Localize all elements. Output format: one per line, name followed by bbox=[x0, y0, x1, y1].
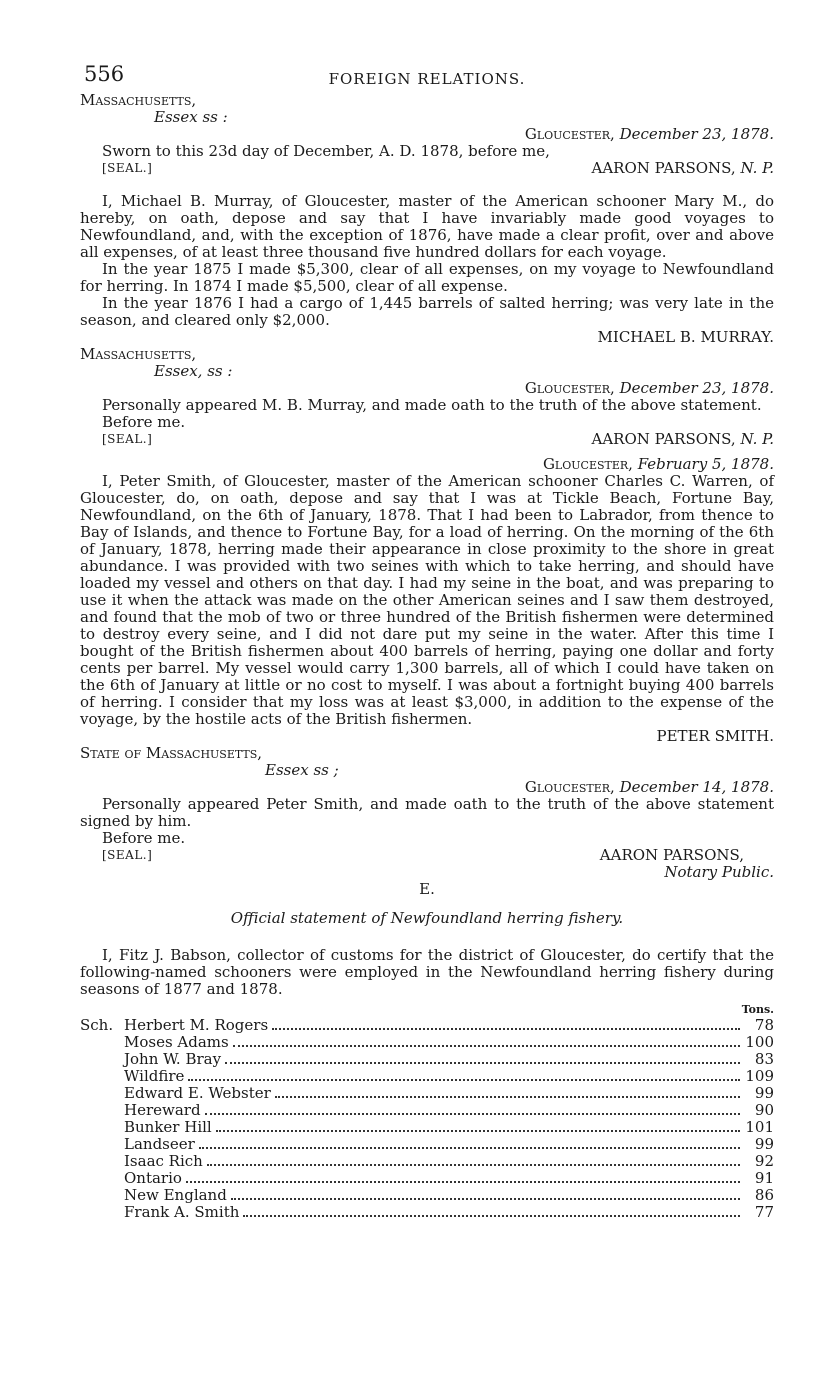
list-item bbox=[80, 1017, 774, 1034]
schooner-name: Moses Adams bbox=[124, 1033, 229, 1051]
dateline-place: Gloucester, bbox=[542, 455, 633, 473]
venue-state: Massachusetts, bbox=[80, 91, 197, 109]
dot-leader bbox=[243, 1215, 740, 1217]
schooner-list bbox=[80, 1017, 774, 1221]
dot-leader bbox=[233, 1045, 740, 1047]
section-title: Official statement of Newfoundland herring fishery. bbox=[230, 909, 624, 927]
schooner-name: Landseer bbox=[124, 1135, 195, 1153]
seal-mark: [SEAL.] bbox=[102, 848, 153, 862]
murray-paragraph-2: In the year 1875 I made $5,300, clear of all expenses, on my voyage to Newfoundland for herring. In 1874 I made $5,500, clear of all expense. bbox=[80, 260, 774, 295]
schooner-tons: 90 bbox=[754, 1101, 774, 1119]
murray-paragraph-1: I, Michael B. Murray, of Gloucester, master of the American schooner Mary M., do hereby, on oath, depose and say that I have invariably made good voyages to Newfoundland, and, with the exception of 1876, have made a clear profit, over and above all expenses, of at least three thousand five hundred dollars for each voyage. bbox=[80, 192, 774, 261]
notary-signature: AARON PARSONS, N. P. bbox=[591, 159, 774, 177]
dot-leader bbox=[207, 1164, 740, 1166]
venue-county: Essex ss : bbox=[154, 108, 228, 126]
running-title: FOREIGN RELATIONS. bbox=[328, 70, 526, 88]
murray-paragraph-3: In the year 1876 I had a cargo of 1,445 barrels of salted herring; was very late in the season, and cleared only $2,000. bbox=[80, 294, 774, 329]
dot-leader bbox=[188, 1079, 740, 1081]
smith-paragraph: I, Peter Smith, of Gloucester, master of the American schooner Charles C. Warren, of Gloucester, do, on oath, depose and say that I was at Tickle Beach, Fortune Bay, Newfoundland, on the 6th of January, 1878. That I had been to Labrador, from thence to Bay of Islands, and thence to Fortune Bay, for a load of herring. On the morning of the 6th of January, 1878, herring made their appearance in close proximity to the shore in great abundance. I was provided with two seines with which to take herring, and should have loaded my vessel and others on that day. I had my seine in the boat, and was preparing to use it when the attack was made on the other American seines and I saw them destroyed, and found that the mob of two or three hundred of the British fishermen were determined to destroy every seine, and I did not dare put my seine in the water. After this time I bought of the British fishermen about 400 barrels of herring, paying one dollar and forty cents per barrel. My vessel would carry 1,300 barrels, all of which I could have taken on the 6th of January at little or no cost to myself. I was about a fortnight buying 400 barrels of herring. I consider that my loss was at least $3,000, in addition to the expense of the voyage, by the hostile acts of the British fishermen. bbox=[80, 472, 774, 728]
before-me: Before me. bbox=[102, 413, 186, 431]
schooner-name: Frank A. Smith bbox=[124, 1203, 240, 1221]
schooner-tons: 77 bbox=[754, 1203, 774, 1221]
list-item bbox=[80, 1102, 774, 1119]
dateline bbox=[80, 456, 774, 473]
before-me: Before me. bbox=[102, 829, 186, 847]
list-item bbox=[80, 1085, 774, 1102]
dot-leader bbox=[272, 1028, 740, 1030]
list-item bbox=[80, 1204, 774, 1221]
dot-leader bbox=[199, 1147, 740, 1149]
list-item bbox=[80, 1068, 774, 1085]
schooner-name: Isaac Rich bbox=[124, 1152, 203, 1170]
seal-mark: [SEAL.] bbox=[102, 161, 153, 175]
schooner-tons: 99 bbox=[754, 1084, 774, 1102]
dateline-date: December 23, 1878. bbox=[619, 125, 774, 143]
list-item bbox=[80, 1187, 774, 1204]
dot-leader bbox=[225, 1062, 740, 1064]
venue-county: Essex, ss : bbox=[154, 362, 233, 380]
dot-leader bbox=[205, 1113, 740, 1115]
smith-signature: PETER SMITH. bbox=[656, 727, 774, 745]
page-header bbox=[80, 58, 774, 92]
schooner-tons: 101 bbox=[745, 1118, 774, 1136]
schooner-name: Herbert M. Rogers bbox=[124, 1016, 269, 1034]
dateline-place: Gloucester, bbox=[524, 778, 615, 796]
schooner-tons: 100 bbox=[745, 1033, 774, 1051]
list-item bbox=[80, 1051, 774, 1068]
schooner-tons: 78 bbox=[754, 1016, 774, 1034]
schooner-name: Bunker Hill bbox=[124, 1118, 212, 1136]
page-number: 556 bbox=[84, 62, 125, 86]
schooner-prefix: Sch. bbox=[80, 1016, 114, 1034]
schooner-name: Hereward bbox=[124, 1101, 201, 1119]
venue-state: State of Massachusetts, bbox=[80, 744, 263, 762]
schooner-tons: 109 bbox=[745, 1067, 774, 1085]
list-item bbox=[80, 1119, 774, 1136]
document-page bbox=[80, 58, 774, 1221]
list-item bbox=[80, 1034, 774, 1051]
oath-text: Personally appeared Peter Smith, and made oath to the truth of the above statement signed by him. bbox=[80, 795, 774, 830]
schooner-tons: 83 bbox=[754, 1050, 774, 1068]
venue-state: Massachusetts, bbox=[80, 345, 197, 363]
tons-column-header: Tons. bbox=[741, 1003, 774, 1016]
schooner-name: New England bbox=[124, 1186, 227, 1204]
seal-signature-row bbox=[80, 160, 774, 177]
dot-leader bbox=[275, 1096, 740, 1098]
dateline-date: February 5, 1878. bbox=[637, 455, 774, 473]
notary-title: Notary Public. bbox=[664, 863, 774, 881]
schooner-name: Wildfire bbox=[124, 1067, 185, 1085]
notary-name: AARON PARSONS, bbox=[599, 846, 744, 864]
certification-paragraph: I, Fitz J. Babson, collector of customs for the district of Gloucester, do certify that the following-named schooners were employed in the Newfoundland herring fishery during seasons of 1877 and 1878. bbox=[80, 946, 774, 998]
dot-leader bbox=[186, 1181, 740, 1183]
list-item bbox=[80, 1170, 774, 1187]
dateline-place: Gloucester, bbox=[524, 125, 615, 143]
schooner-tons: 91 bbox=[754, 1169, 774, 1187]
venue-county: Essex ss ; bbox=[265, 761, 339, 779]
dateline bbox=[80, 380, 774, 397]
schooner-tons: 92 bbox=[754, 1152, 774, 1170]
notary-signature: AARON PARSONS, N. P. bbox=[591, 430, 774, 448]
seal-signature-row bbox=[80, 431, 774, 448]
dateline bbox=[80, 126, 774, 143]
oath-text: Personally appeared M. B. Murray, and made oath to the truth of the above statement. bbox=[102, 396, 762, 414]
schooner-name: Edward E. Webster bbox=[124, 1084, 271, 1102]
list-item bbox=[80, 1153, 774, 1170]
dateline bbox=[80, 779, 774, 796]
schooner-tons: 99 bbox=[754, 1135, 774, 1153]
seal-mark: [SEAL.] bbox=[102, 432, 153, 446]
list-item bbox=[80, 1136, 774, 1153]
schooner-name: John W. Bray bbox=[124, 1050, 222, 1068]
dot-leader bbox=[231, 1198, 740, 1200]
section-letter: E. bbox=[419, 880, 435, 898]
dot-leader bbox=[216, 1130, 740, 1132]
murray-signature: MICHAEL B. MURRAY. bbox=[597, 328, 774, 346]
schooner-name: Ontario bbox=[124, 1169, 182, 1187]
dateline-place: Gloucester, bbox=[524, 379, 615, 397]
sworn-line: Sworn to this 23d day of December, A. D. 1878, before me, bbox=[102, 142, 550, 160]
dateline-date: December 23, 1878. bbox=[619, 379, 774, 397]
seal-signature-row bbox=[80, 847, 774, 864]
schooner-tons: 86 bbox=[754, 1186, 774, 1204]
dateline-date: December 14, 1878. bbox=[619, 778, 774, 796]
